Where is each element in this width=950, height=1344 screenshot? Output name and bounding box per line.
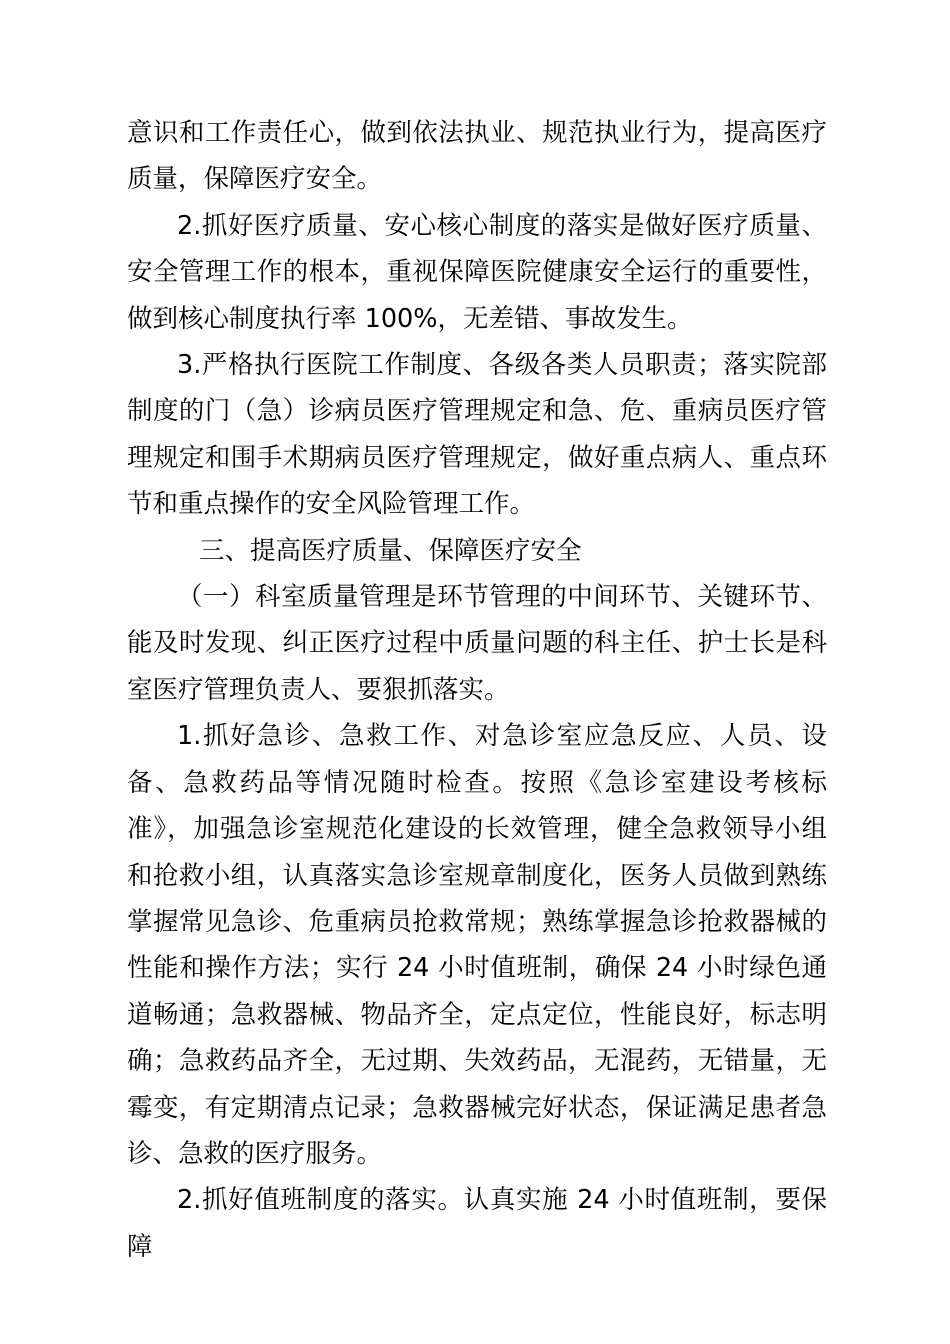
document-page [127, 110, 827, 1270]
paragraph-item-1-emergency: 1.抓好急诊、急救工作、对急诊室应急反应、人员、设备、急救药品等情况随时检查。按照《急诊室建设考核标准》，加强急诊室规范化建设的长效管理，健全急救领导小组和抢救小组，认真落实急诊室规章制度化，医务人员做到熟练掌握常见急诊、危重病员抢救常规；熟练掌握急诊抢救器械的性能和操作方法；实行 24 小时值班制，确保 24 小时绿色通道畅通；急救器械、物品齐全，定点定位，性能良好，标志明确；急救药品齐全，无过期、失效药品，无混药，无错量，无霉变，有定期清点记录；急救器械完好状态，保证满足患者急诊、急救的医疗服务。 [127, 721, 827, 1169]
paragraph-item-2-duty: 2.抓好值班制度的落实。认真实施 24 小时值班制，要保障 [127, 1185, 827, 1262]
subsection-paragraph-1: （一）科室质量管理是环节管理的中间环节、关键环节、能及时发现、纠正医疗过程中质量问题的科主任、护士长是科室医疗管理负责人、要狠抓落实。 [127, 582, 827, 705]
paragraph-item-3: 3.严格执行医院工作制度、各级各类人员职责；落实院部制度的门（急）诊病员医疗管理规定和急、危、重病员医疗管理规定和围手术期病员医疗管理规定，做好重点病人、重点环节和重点操作的安全风险管理工作。 [127, 350, 827, 520]
section-heading-3: 三、提高医疗质量、保障医疗安全 [199, 535, 582, 566]
paragraph-continued: 意识和工作责任心，做到依法执业、规范执业行为，提高医疗质量，保障医疗安全。 [127, 118, 827, 195]
paragraph-item-2: 2.抓好医疗质量、安心核心制度的落实是做好医疗质量、安全管理工作的根本，重视保障医院健康安全运行的重要性，做到核心制度执行率 100%，无差错、事故发生。 [127, 210, 827, 334]
